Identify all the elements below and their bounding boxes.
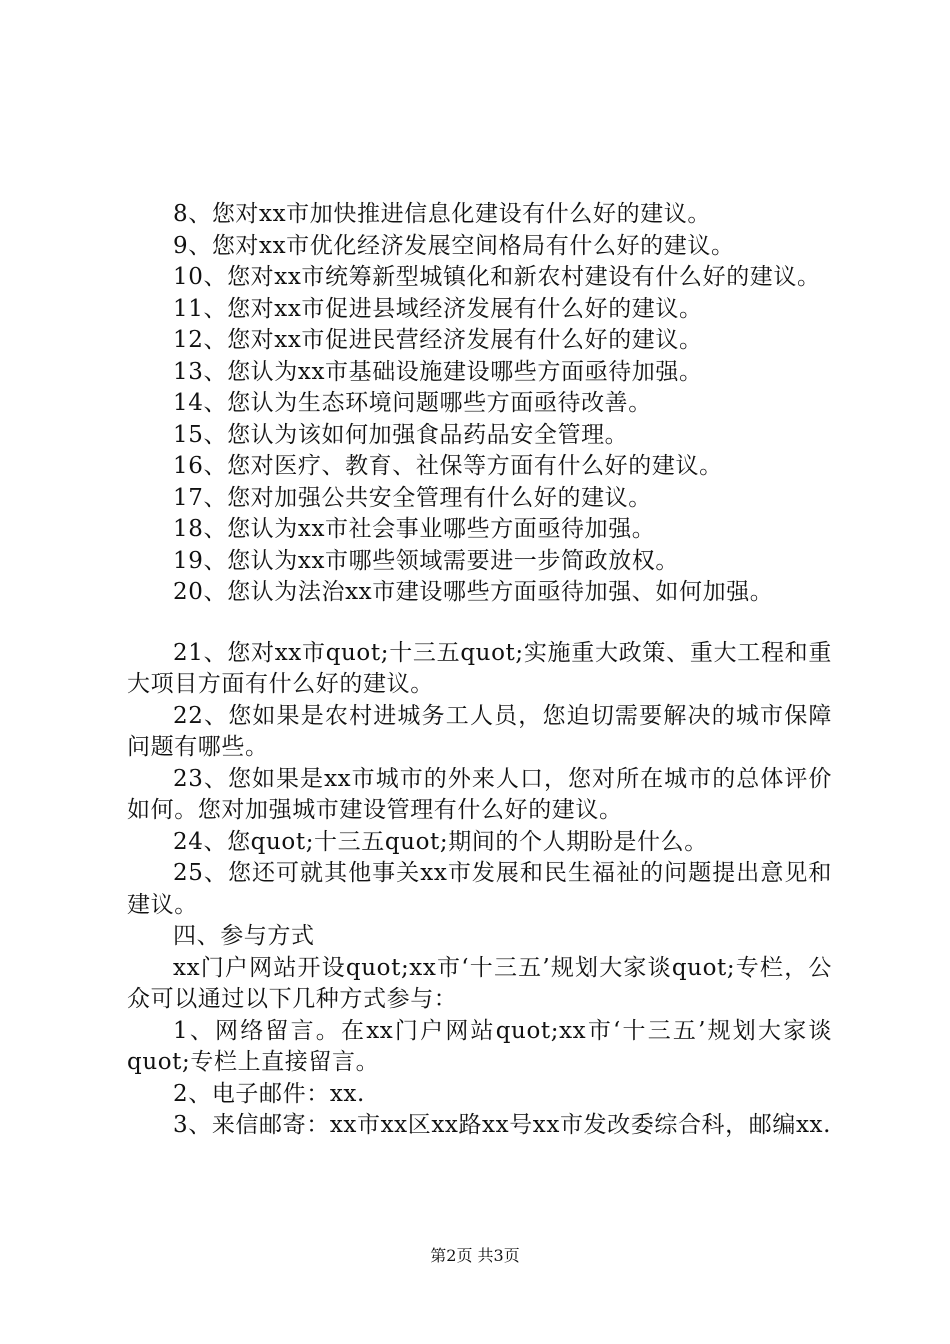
questions-section-1	[127, 199, 832, 609]
paragraph: 17、您对加强公共安全管理有什么好的建议。	[173, 484, 652, 511]
page-footer: 第2页 共3页	[430, 1246, 520, 1265]
paragraph: 16、您对医疗、教育、社保等方面有什么好的建议。	[173, 453, 723, 479]
paragraph: 四、参与方式	[173, 923, 315, 949]
paragraph: 18、您认为xx市社会事业哪些方面亟待加强。	[173, 516, 656, 542]
paragraph: 1、网络留言。在xx门户网站quot;xx市‘十三五’规划大家谈quot;专栏上直接留言。	[127, 1017, 832, 1075]
paragraph: xx门户网站开设quot;xx市‘十三五’规划大家谈quot;专栏，公众可以通过以下几种方式参与：	[127, 954, 832, 1012]
section-gap	[127, 609, 832, 638]
paragraph: 21、您对xx市quot;十三五quot;实施重大政策、重大工程和重大项目方面有什么好的建议。	[127, 639, 832, 697]
document-body	[127, 199, 832, 1142]
paragraph: 25、您还可就其他事关xx市发展和民生福祉的问题提出意见和建议。	[127, 860, 832, 918]
paragraph: 22、您如果是农村进城务工人员，您迫切需要解决的城市保障问题有哪些。	[127, 702, 832, 760]
paragraph: 11、您对xx市促进县域经济发展有什么好的建议。	[173, 295, 703, 322]
paragraph: 8、您对xx市加快推进信息化建设有什么好的建议。	[173, 201, 711, 227]
questions-section-2	[127, 638, 832, 1142]
paragraph: 19、您认为xx市哪些领域需要进一步简政放权。	[173, 547, 680, 574]
paragraph: 9、您对xx市优化经济发展空间格局有什么好的建议。	[173, 232, 735, 259]
paragraph: 14、您认为生态环境问题哪些方面亟待改善。	[173, 390, 652, 416]
paragraph: 24、您quot;十三五quot;期间的个人期盼是什么。	[173, 828, 708, 855]
paragraph: 12、您对xx市促进民营经济发展有什么好的建议。	[173, 327, 703, 353]
paragraph: 20、您认为法治xx市建设哪些方面亟待加强、如何加强。	[173, 579, 774, 605]
paragraph: 2、电子邮件：xx.	[173, 1080, 365, 1107]
paragraph: 3、来信邮寄：xx市xx区xx路xx号xx市发改委综合科，邮编xx.	[173, 1112, 831, 1138]
paragraph: 10、您对xx市统筹新型城镇化和新农村建设有什么好的建议。	[173, 264, 821, 290]
paragraph: 23、您如果是xx市城市的外来人口，您对所在城市的总体评价如何。您对加强城市建设管理有什么好的建议。	[127, 765, 832, 823]
paragraph: 15、您认为该如何加强食品药品安全管理。	[173, 421, 629, 448]
paragraph: 13、您认为xx市基础设施建设哪些方面亟待加强。	[173, 358, 703, 385]
